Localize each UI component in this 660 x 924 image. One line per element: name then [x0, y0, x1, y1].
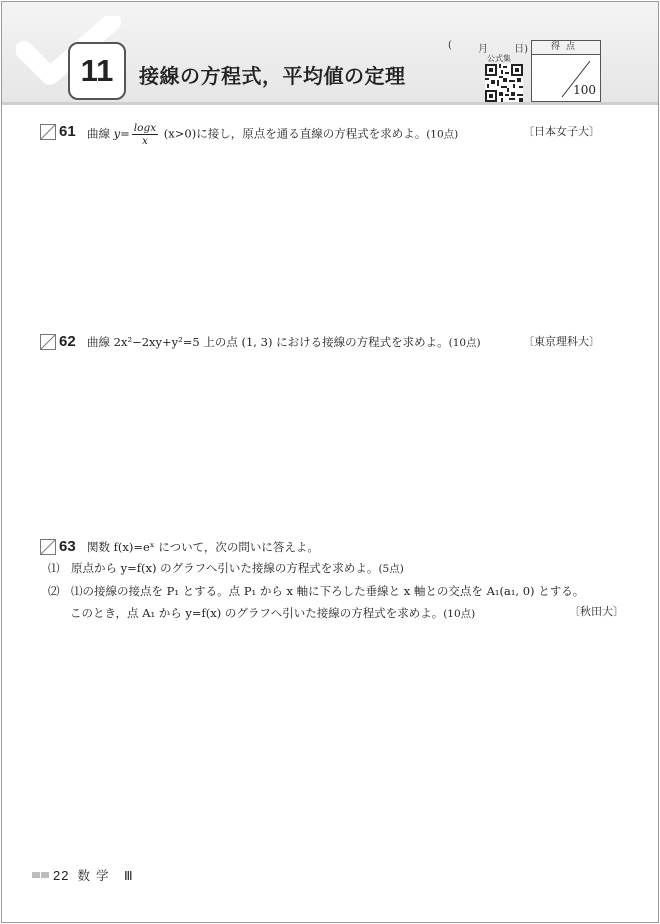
subproblem-1-points: (5点) — [378, 563, 404, 575]
problem-63 — [40, 537, 624, 625]
problem-number: 61 — [59, 123, 76, 140]
subproblem-2-points: (10点) — [443, 608, 476, 620]
problem-number: 62 — [59, 333, 76, 350]
date-open: ( — [448, 40, 452, 51]
checkbox-icon[interactable] — [40, 539, 56, 555]
score-max: 100 — [573, 83, 596, 97]
subproblem-2-continued — [70, 602, 624, 625]
problem-text-prefix: 曲線 — [87, 126, 114, 141]
problem-points: (10点) — [448, 337, 481, 349]
date-day-label: 日) — [514, 44, 528, 55]
fraction — [132, 122, 158, 147]
subproblem-2-cont-text: このとき，点 A₁ から y=f(x) のグラフへ引いた接線の方程式を求めよ。 — [70, 606, 444, 620]
fraction-denominator: x — [142, 135, 148, 147]
score-box[interactable] — [531, 40, 601, 102]
problem-points: (10点) — [426, 128, 459, 141]
problem-condition: (x>0) — [160, 126, 197, 141]
problem-text — [87, 122, 458, 147]
problem-statement: 関数 f(x)=eˣ について，次の問いに答えよ。 — [87, 540, 319, 554]
score-label: 得点 — [532, 41, 600, 55]
qr-label: 公式集 — [487, 54, 511, 63]
page-number: 22 — [53, 867, 70, 883]
checkbox-icon[interactable] — [40, 334, 56, 350]
problem-61 — [40, 122, 610, 147]
problem-62 — [40, 332, 610, 353]
checkbox-icon[interactable] — [40, 124, 56, 140]
problem-text-suffix: に接し，原点を通る直線の方程式を求めよ。 — [196, 126, 427, 141]
page-footer — [32, 866, 139, 884]
subproblem-1 — [48, 557, 610, 580]
problem-source: 〔東京理科大〕 — [523, 335, 600, 348]
problem-source: 〔日本女子大〕 — [523, 125, 600, 138]
page-title: 接線の方程式，平均値の定理 — [139, 64, 406, 88]
unit-number: 11 — [68, 42, 126, 100]
problem-statement: 曲線 2x²−2xy+y²=5 上の点 (1, 3) における接線の方程式を求めよ。 — [87, 335, 449, 349]
subject-label: 数学 Ⅲ — [77, 869, 139, 883]
date-month-label: 月 — [478, 44, 488, 55]
subproblem-2-text: ⑵ ⑴の接線の接点を P₁ とする。点 P₁ から x 軸に下ろした垂線と x 軸との交点を A₁(a₁, 0) とする。 — [48, 584, 585, 598]
subproblem-1-text: ⑴ 原点から y=f(x) のグラフへ引いた接線の方程式を求めよ。 — [48, 561, 379, 575]
formula-lhs: y= — [113, 126, 130, 141]
problem-text — [87, 332, 481, 353]
fraction-numerator: logx — [133, 122, 157, 134]
footer-marks — [32, 872, 49, 878]
problem-number: 63 — [59, 538, 76, 555]
problem-source: 〔秋田大〕 — [569, 605, 624, 618]
qr-code-icon[interactable] — [485, 64, 523, 102]
subproblem-2 — [48, 580, 610, 602]
